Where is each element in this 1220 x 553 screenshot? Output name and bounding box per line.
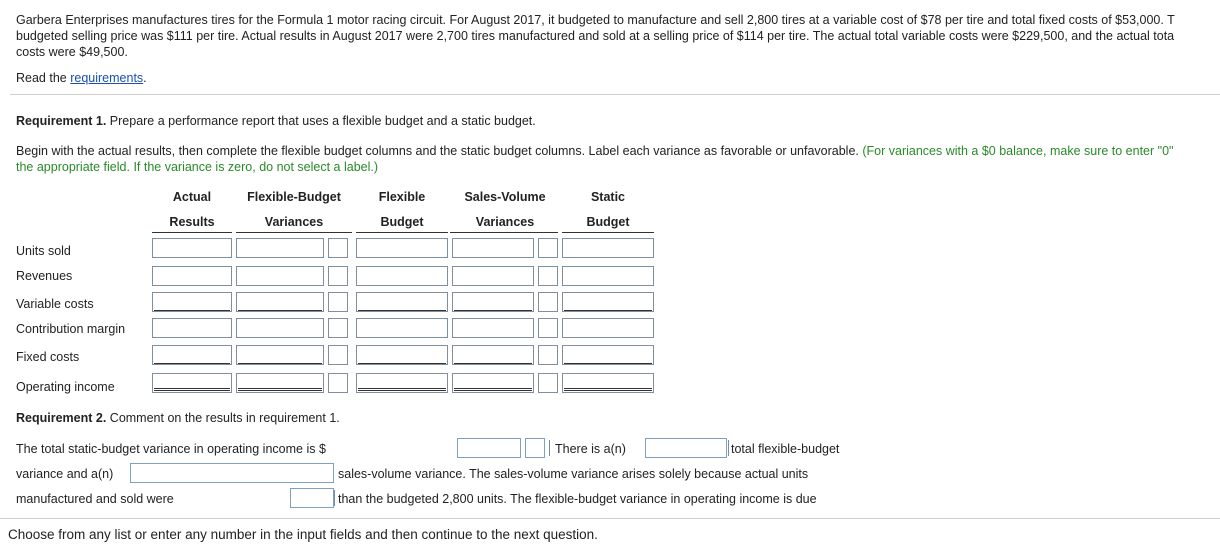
read-requirements (16, 71, 147, 85)
revenues-flex-variance-label-select[interactable] (328, 266, 348, 286)
requirements-link[interactable]: requirements (70, 71, 144, 85)
fixed-costs-actual-input[interactable] (152, 345, 232, 365)
col-flexbudget-line2: Budget (380, 215, 424, 229)
total-double-underline (564, 388, 652, 391)
variable-costs-flex-variance-label-select[interactable] (328, 292, 348, 312)
subtotal-underline (564, 310, 652, 311)
req1-label: Requirement 1. (16, 114, 107, 128)
problem-line-2: budgeted selling price was $111 per tire. Actual results in August 2017 were 2,700 tires manufactured and sold at a selling price of $114 per tire. The actual total variable costs were $229,500, and the actual tota (16, 29, 1175, 43)
units-sold-static-budget-input[interactable] (562, 238, 654, 258)
static-budget-variance-label-select[interactable] (525, 438, 545, 458)
flexible-budget-variance-type-select[interactable] (645, 438, 727, 458)
contribution-margin-sales-volume-label-select[interactable] (538, 318, 558, 338)
col-flexvar-line2: Variances (264, 215, 324, 229)
total-double-underline (238, 388, 322, 391)
col-static-line2: Budget (586, 215, 630, 229)
operating-income-sales-volume-label-select[interactable] (538, 373, 558, 393)
req2-sentence-5: sales-volume variance. The sales-volume variance arises solely because actual units (338, 467, 809, 481)
problem-line-1: Garbera Enterprises manufactures tires for the Formula 1 motor racing circuit. For August 2017, it budgeted to manufacture and sell 2,800 tires at a variable cost of $78 per tire and total fixed costs of $53,000. T (16, 13, 1175, 27)
fixed-costs-sales-volume-label-select[interactable] (538, 345, 558, 365)
subtotal-underline (238, 310, 322, 311)
problem-line-3: costs were $49,500. (16, 45, 128, 59)
fixed-costs-flex-variance-input[interactable] (236, 345, 324, 365)
req1-text: Prepare a performance report that uses a flexible budget and a static budget. (106, 114, 536, 128)
variable-costs-sales-volume-variance-input[interactable] (452, 292, 534, 312)
row-label-contribution-margin: Contribution margin (16, 322, 126, 336)
col-actual-line1: Actual (172, 190, 212, 204)
units-sold-sales-volume-variance-input[interactable] (452, 238, 534, 258)
subtotal-underline (358, 363, 446, 364)
req2-sentence-1: The total static-budget variance in operating income is $ (16, 442, 326, 456)
row-label-variable-costs: Variable costs (16, 297, 94, 311)
row-label-revenues: Revenues (16, 269, 73, 283)
req2-sentence-3: total flexible-budget (731, 442, 840, 456)
req1-hint-2: the appropriate field. If the variance is zero, do not select a label.) (16, 160, 379, 174)
contribution-margin-actual-input[interactable] (152, 318, 232, 338)
units-sold-sales-volume-label-select[interactable] (538, 238, 558, 258)
subtotal-underline (238, 363, 322, 364)
req2-heading (16, 411, 340, 425)
col-salesvol-line1: Sales-Volume (464, 190, 546, 204)
total-double-underline (154, 388, 230, 391)
field-divider (549, 440, 550, 456)
header-underline (152, 232, 232, 233)
static-budget-variance-amount-input[interactable] (457, 438, 521, 458)
contribution-margin-flex-variance-input[interactable] (236, 318, 324, 338)
col-actual-line2: Results (169, 215, 215, 229)
fixed-costs-sales-volume-variance-input[interactable] (452, 345, 534, 365)
read-prefix: Read the (16, 71, 71, 85)
variable-costs-flex-variance-input[interactable] (236, 292, 324, 312)
subtotal-underline (358, 310, 446, 311)
subtotal-underline (154, 363, 230, 364)
revenues-sales-volume-label-select[interactable] (538, 266, 558, 286)
units-sold-flex-variance-label-select[interactable] (328, 238, 348, 258)
req1-instr-text: Begin with the actual results, then complete the flexible budget columns and the static budget columns. Label each variance as favorable or unfavorable. (16, 144, 863, 158)
units-sold-flex-budget-input[interactable] (356, 238, 448, 258)
variable-costs-flex-budget-input[interactable] (356, 292, 448, 312)
revenues-flex-variance-input[interactable] (236, 266, 324, 286)
req1-instructions (16, 143, 1220, 159)
req2-sentence-4: variance and a(n) (16, 467, 114, 481)
subtotal-underline (564, 363, 652, 364)
variable-costs-actual-input[interactable] (152, 292, 232, 312)
req2-sentence-7: than the budgeted 2,800 units. The flexible-budget variance in operating income is due (338, 492, 817, 506)
col-flexbudget-line1: Flexible (378, 190, 426, 204)
variable-costs-sales-volume-label-select[interactable] (538, 292, 558, 312)
subtotal-underline (454, 363, 532, 364)
units-sold-actual-input[interactable] (152, 238, 232, 258)
contribution-margin-flex-budget-input[interactable] (356, 318, 448, 338)
total-double-underline (358, 388, 446, 391)
contribution-margin-sales-volume-variance-input[interactable] (452, 318, 534, 338)
footer-instruction: Choose from any list or enter any number in the input fields and then continue to the next question. (8, 527, 598, 542)
footer-bar (0, 518, 1220, 553)
req2-label: Requirement 2. (16, 411, 107, 425)
fixed-costs-static-budget-input[interactable] (562, 345, 654, 365)
col-salesvol-line2: Variances (475, 215, 535, 229)
header-underline (356, 232, 448, 233)
revenues-flex-budget-input[interactable] (356, 266, 448, 286)
operating-income-flex-variance-label-select[interactable] (328, 373, 348, 393)
total-double-underline (454, 388, 532, 391)
header-underline (236, 232, 352, 233)
revenues-actual-input[interactable] (152, 266, 232, 286)
req1-hint-1: (For variances with a $0 balance, make sure to enter "0" (862, 144, 1174, 158)
req2-text: Comment on the results in requirement 1. (106, 411, 340, 425)
contribution-margin-static-budget-input[interactable] (562, 318, 654, 338)
header-underline (562, 232, 654, 233)
req2-sentence-2: There is a(n) (555, 442, 626, 456)
read-suffix: . (143, 71, 147, 85)
subtotal-underline (454, 310, 532, 311)
req2-sentence-6: manufactured and sold were (16, 492, 174, 506)
field-divider (334, 490, 335, 506)
variable-costs-static-budget-input[interactable] (562, 292, 654, 312)
header-underline (450, 232, 558, 233)
field-divider (728, 440, 729, 456)
subtotal-underline (154, 310, 230, 311)
units-comparison-select[interactable] (290, 488, 334, 508)
units-sold-flex-variance-input[interactable] (236, 238, 324, 258)
row-label-fixed-costs: Fixed costs (16, 350, 80, 364)
sales-volume-variance-type-select[interactable] (130, 463, 334, 483)
contribution-margin-flex-variance-label-select[interactable] (328, 318, 348, 338)
col-static-line1: Static (590, 190, 626, 204)
revenues-sales-volume-variance-input[interactable] (452, 266, 534, 286)
revenues-static-budget-input[interactable] (562, 266, 654, 286)
section-divider (10, 94, 1220, 95)
fixed-costs-flex-budget-input[interactable] (356, 345, 448, 365)
row-label-units-sold: Units sold (16, 244, 71, 258)
col-flexvar-line1: Flexible-Budget (247, 190, 341, 204)
row-label-operating-income: Operating income (16, 380, 115, 394)
fixed-costs-flex-variance-label-select[interactable] (328, 345, 348, 365)
req1-heading (16, 114, 536, 128)
